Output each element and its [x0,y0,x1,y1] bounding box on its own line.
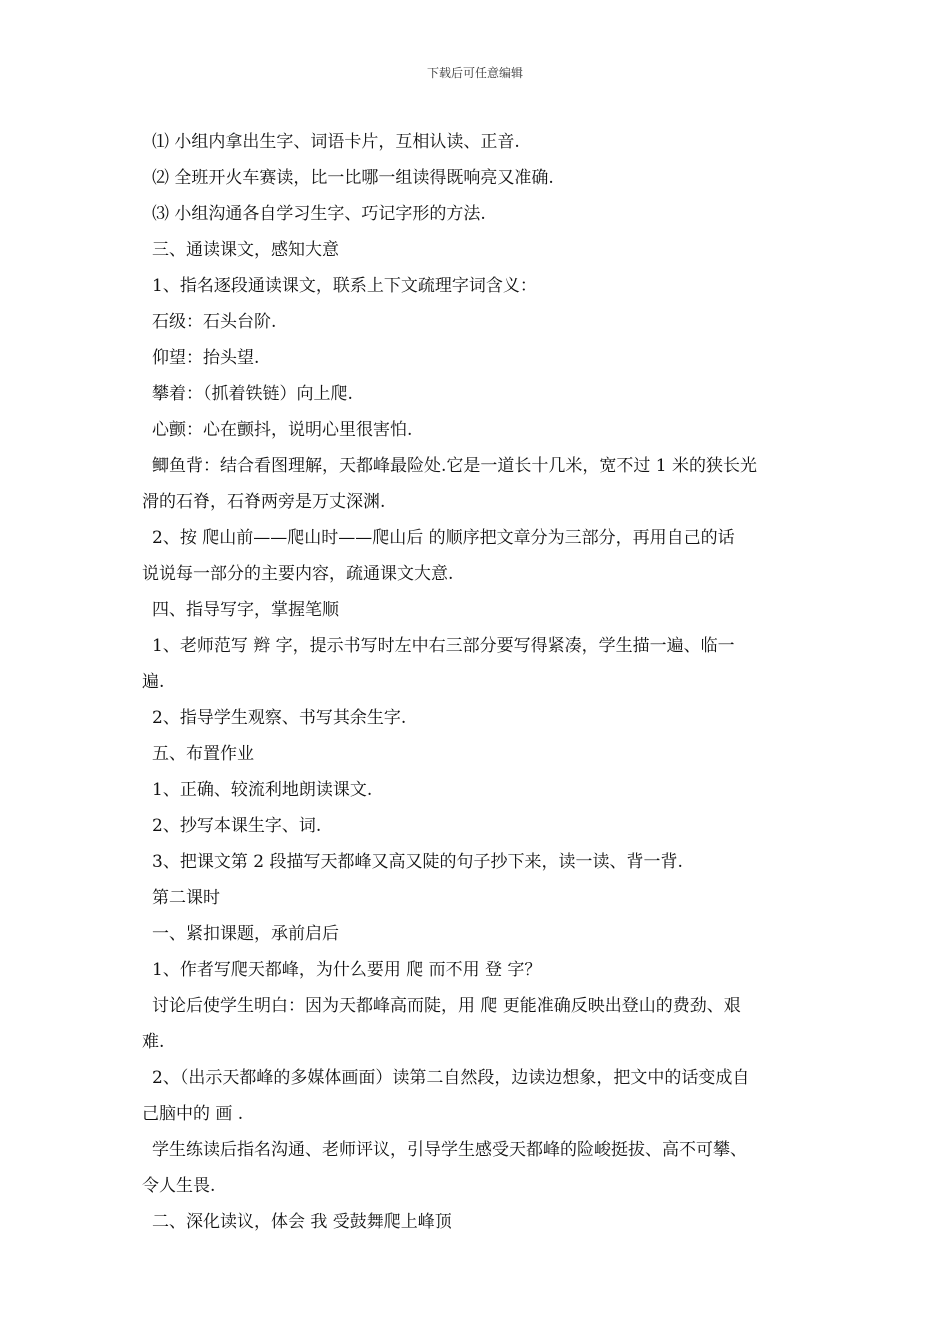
section-heading: 第二课时 [152,888,220,908]
text-line: 难. [142,1032,165,1052]
section-heading: 五、布置作业 [152,744,254,764]
text-line: 1、作者写爬天都峰，为什么要用 爬 而不用 登 字？ [152,960,542,980]
text-line: 石级：石头台阶. [152,312,277,332]
text-line: 1、正确、较流利地朗读课文. [152,780,373,800]
section-heading: 三、通读课文，感知大意 [152,240,339,260]
text-line: 2、抄写本课生字、词. [152,816,322,836]
text-line: 1、指名逐段通读课文，联系上下文疏理字词含义： [152,276,537,296]
text-line: 学生练读后指名沟通、老师评议，引导学生感受天都峰的险峻挺拔、高不可攀、 [152,1140,747,1160]
document-body [142,124,818,1240]
text-line: 己脑中的 画 . [142,1104,244,1124]
text-line: 心颤：心在颤抖，说明心里很害怕. [152,420,413,440]
text-line: 1、老师范写 辫 字，提示书写时左中右三部分要写得紧凑，学生描一遍、临一 [152,636,735,656]
text-line: 滑的石脊，石脊两旁是万丈深渊. [142,492,386,512]
text-line: 说说每一部分的主要内容，疏通课文大意. [142,564,454,584]
text-line: 2、按 爬山前——爬山时——爬山后 的顺序把文章分为三部分，再用自己的话 [152,528,735,548]
text-line: 攀着：（抓着铁链）向上爬. [152,384,353,404]
page-header: 下载后可任意编辑 [426,66,523,80]
section-heading: 二、深化读议，体会 我 受鼓舞爬上峰顶 [152,1212,452,1232]
text-line: 2、（出示天都峰的多媒体画面）读第二自然段，边读边想象，把文中的话变成自 [152,1068,750,1088]
text-line: 遍. [142,672,165,692]
text-line: 令人生畏. [142,1176,216,1196]
text-line: 讨论后使学生明白：因为天都峰高而陡，用 爬 更能准确反映出登山的费劲、艰 [152,996,741,1016]
text-line: ⑵ 全班开火车赛读，比一比哪一组读得既响亮又准确. [152,168,554,188]
text-line: 3、把课文第 2 段描写天都峰又高又陡的句子抄下来，读一读、背一背. [152,852,683,872]
section-heading: 一、紧扣课题，承前启后 [152,924,339,944]
text-line: 2、指导学生观察、书写其余生字. [152,708,407,728]
text-line: 鲫鱼背：结合看图理解，天都峰最险处.它是一道长十几米，宽不过 1 米的狭长光 [152,456,758,476]
text-line: ⑶ 小组沟通各自学习生字、巧记字形的方法. [152,204,486,224]
text-line: 仰望：抬头望. [152,348,260,368]
text-line: ⑴ 小组内拿出生字、词语卡片，互相认读、正音. [152,132,520,152]
section-heading: 四、指导写字，掌握笔顺 [152,600,339,620]
